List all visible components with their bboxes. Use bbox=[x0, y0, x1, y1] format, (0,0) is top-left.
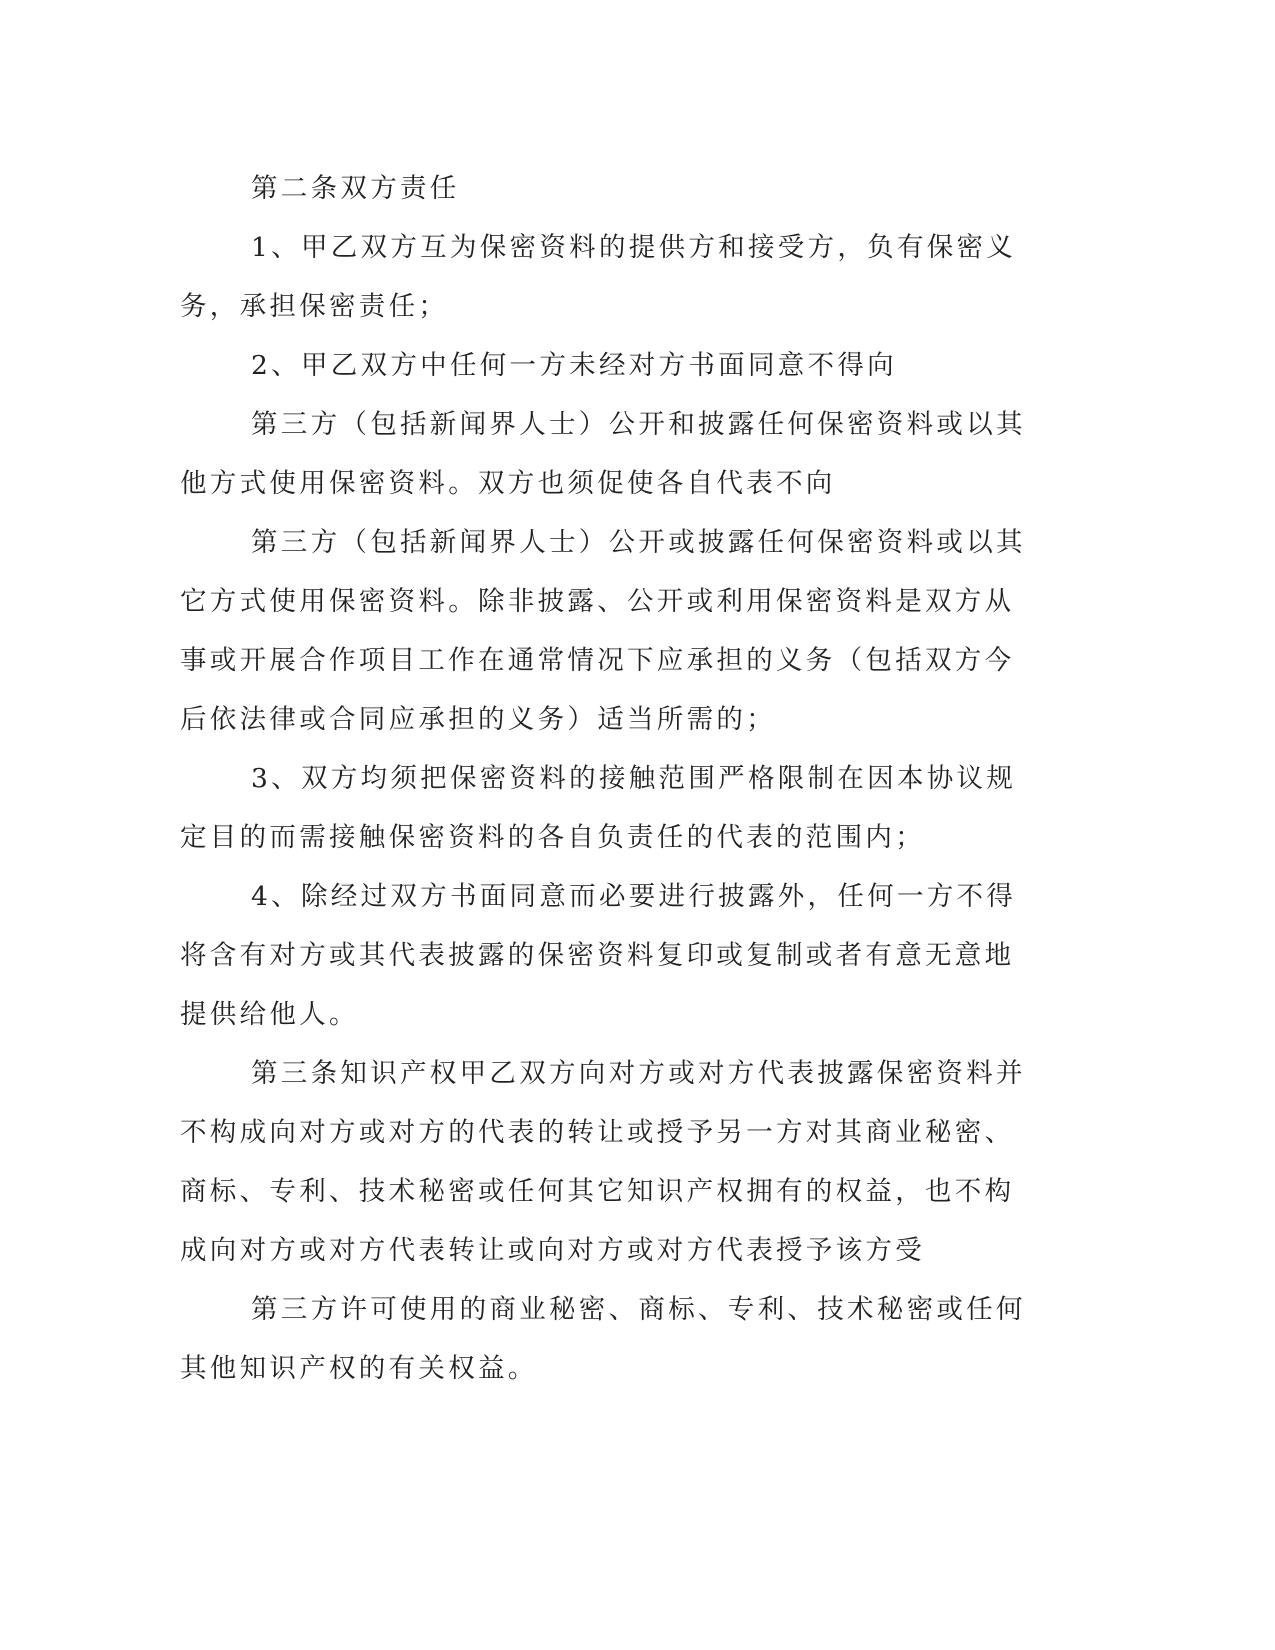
clause-2-paragraph: 2、甲乙双方中任何一方未经对方书面同意不得向 bbox=[251, 350, 897, 381]
clause-2-continuation-paragraph: 第三方（包括新闻界人士）公开或披露任何保密资料或以其它方式使用保密资料。除非披露、公开或利用保密资料是双方从事或开展合作项目工作在通常情况下应承担的义务（包括双方今后依法律或合同应承担的义务）适当所需的； bbox=[180, 527, 1026, 735]
article-3-paragraph: 第三条知识产权甲乙双方向对方或对方代表披露保密资料并不构成向对方或对方的代表的转让或授予另一方对其商业秘密、商标、专利、技术秘密或任何其它知识产权拥有的权益，也不构成向对方或对方代表转让或向对方或对方代表授予该方受 bbox=[180, 1058, 1026, 1266]
document-body bbox=[180, 159, 1040, 1398]
clause-4-paragraph: 4、除经过双方书面同意而必要进行披露外，任何一方不得将含有对方或其代表披露的保密资料复印或复制或者有意无意地提供给他人。 bbox=[180, 881, 1017, 1030]
article-3-continuation-paragraph: 第三方许可使用的商业秘密、商标、专利、技术秘密或任何其他知识产权的有关权益。 bbox=[180, 1294, 1026, 1384]
clause-2-continuation-paragraph: 第三方（包括新闻界人士）公开和披露任何保密资料或以其他方式使用保密资料。双方也须促使各自代表不向 bbox=[180, 409, 1026, 499]
clause-3-paragraph: 3、双方均须把保密资料的接触范围严格限制在因本协议规定目的而需接触保密资料的各自负责任的代表的范围内； bbox=[180, 763, 1017, 853]
clause-1-paragraph: 1、甲乙双方互为保密资料的提供方和接受方，负有保密义务，承担保密责任； bbox=[180, 232, 1017, 322]
section-heading-article-2: 第二条双方责任 bbox=[251, 173, 460, 204]
